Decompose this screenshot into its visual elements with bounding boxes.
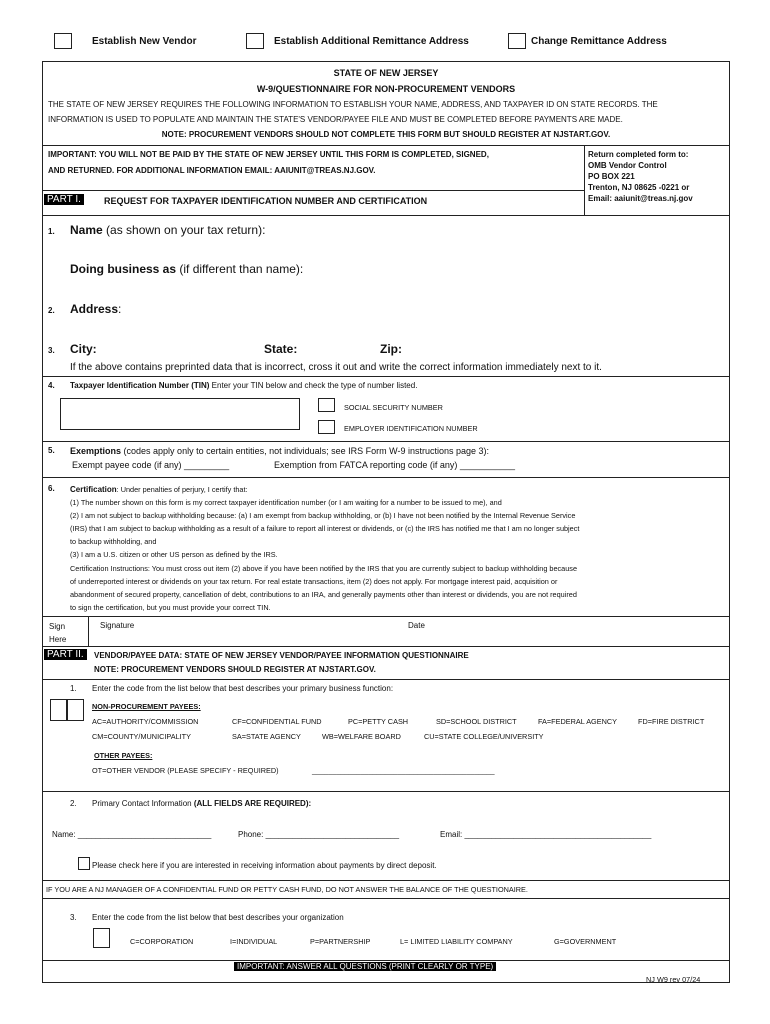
tin-input[interactable] <box>60 398 300 430</box>
code-ac: AC=AUTHORITY/COMMISSION <box>92 717 199 726</box>
code-cm: CM=COUNTY/MUNICIPALITY <box>92 732 191 741</box>
cert-line-1: (1) The number shown on this form is my correct taxpayer identification number (or I am waiting for a number to be issued to me), and <box>70 498 502 508</box>
organization-code-input[interactable] <box>93 928 110 948</box>
p2q2-num: 2. <box>70 799 77 808</box>
part2-tag: PART II. <box>44 649 87 660</box>
org-code-i: I=INDIVIDUAL <box>230 937 278 946</box>
contact-email-field[interactable]: Email: __________________________________________ <box>440 830 652 839</box>
org-code-g: G=GOVERNMENT <box>554 937 617 946</box>
header-intro-1: THE STATE OF NEW JERSEY REQUIRES THE FOLLOWING INFORMATION TO ESTABLISH YOUR NAME, ADDRESS, AND TAXPAYER ID ON STATE RECORDS. THE <box>48 100 658 109</box>
q2-address-colon: : <box>118 302 122 316</box>
cert-line-9: to sign the certification, but you must provide your correct TIN. <box>70 602 271 612</box>
fatca-field[interactable]: Exemption from FATCA reporting code (if any) ___________ <box>274 460 515 470</box>
ssn-label: SOCIAL SECURITY NUMBER <box>344 403 443 412</box>
ssn-checkbox[interactable] <box>318 398 335 412</box>
q2-address-row <box>70 302 121 316</box>
q1-dba-row <box>70 262 303 276</box>
contact-phone-field[interactable]: Phone: ______________________________ <box>238 830 400 839</box>
org-code-p: P=PARTNERSHIP <box>310 937 371 946</box>
cert-line-2: (2) I am not subject to backup withholding because: (a) I am exempt from backup withholding, or (b) I have not been notified by the Internal Revenue Service <box>70 511 576 521</box>
header-state: STATE OF NEW JERSEY <box>333 68 439 78</box>
code-cu: CU=STATE COLLEGE/UNIVERSITY <box>424 732 544 741</box>
other-payees-heading: OTHER PAYEES: <box>94 751 153 760</box>
establish-vendor-label: Establish New Vendor <box>92 36 197 47</box>
q3-note: If the above contains preprinted data that is incorrect, cross it out and write the correct information immediately next to it. <box>70 362 602 373</box>
q3-state-label: State: <box>264 342 298 356</box>
return-line-5: Email: aaiunit@treas.nj.gov <box>588 194 693 203</box>
return-line-4: Trenton, NJ 08625 -0221 or <box>588 183 690 192</box>
org-code-c: C=CORPORATION <box>130 937 194 946</box>
q4-heading <box>70 381 417 390</box>
q1-num: 1. <box>48 227 55 236</box>
q3-zip-label: Zip: <box>380 342 402 356</box>
code-fd: FD=FIRE DISTRICT <box>638 717 705 726</box>
p2q2-req: (ALL FIELDS ARE REQUIRED): <box>193 799 312 808</box>
direct-deposit-label: Please check here if you are interested in receiving information about payments by direct deposit. <box>92 861 437 870</box>
date-field[interactable]: Date <box>408 621 425 630</box>
q4-label: Taxpayer Identification Number (TIN) <box>70 381 210 390</box>
part2-note: NOTE: PROCUREMENT VENDORS SHOULD REGISTER AT NJSTART.GOV. <box>94 665 376 674</box>
q5-heading <box>70 446 489 456</box>
change-remittance-label: Change Remittance Address <box>531 36 667 47</box>
change-remittance-checkbox[interactable] <box>508 33 526 49</box>
q3-num: 3. <box>48 346 55 355</box>
additional-remittance-label: Establish Additional Remittance Address <box>274 36 469 47</box>
q5-label: Exemptions <box>70 446 122 456</box>
footer-important: IMPORTANT: ANSWER ALL QUESTIONS (PRINT CLEARLY OR TYPE) <box>234 962 496 971</box>
business-code-input[interactable] <box>50 699 84 721</box>
header-intro-2: INFORMATION IS USED TO POPULATE AND MAINTAIN THE STATE'S VENDOR/PAYEE FILE AND MUST BE COMPLETED BEFORE PAYMENTS ARE MADE. <box>48 115 623 124</box>
cert-line-3: (IRS) that I am subject to backup withholding as a result of a failure to report all interest or dividends, or (c) the IRS has notified me that I am no longer subject <box>70 524 580 534</box>
q6-intro: : Under penalties of perjury, I certify that: <box>116 485 248 494</box>
q6-label: Certification <box>70 485 117 494</box>
establish-vendor-checkbox[interactable] <box>54 33 72 49</box>
ein-checkbox[interactable] <box>318 420 335 434</box>
exempt-payee-field[interactable]: Exempt payee code (if any) _________ <box>72 460 230 470</box>
q4-num: 4. <box>48 381 55 390</box>
contact-name-field[interactable]: Name: ______________________________ <box>52 830 212 839</box>
q1-dba-note: (if different than name): <box>179 262 304 276</box>
q3-city-label: City: <box>70 342 97 356</box>
p2q2-heading <box>92 799 311 808</box>
return-line-1: Return completed form to: <box>588 150 689 159</box>
ein-label: EMPLOYER IDENTIFICATION NUMBER <box>344 424 478 433</box>
part1-title: REQUEST FOR TAXPAYER IDENTIFICATION NUMBER AND CERTIFICATION <box>104 196 428 206</box>
p2q1-num: 1. <box>70 684 77 693</box>
important-line-2: AND RETURNED. FOR ADDITIONAL INFORMATION EMAIL: AAIUNIT@TREAS.NJ.GOV. <box>48 166 376 175</box>
important-line-1: IMPORTANT: YOU WILL NOT BE PAID BY THE STATE OF NEW JERSEY UNTIL THIS FORM IS COMPLETED, SIGNED, <box>48 150 489 159</box>
q6-num: 6. <box>48 484 55 493</box>
return-line-2: OMB Vendor Control <box>588 161 667 170</box>
q4-text: Enter your TIN below and check the type of number listed. <box>211 381 418 390</box>
p2q1-text: Enter the code from the list below that best describes your primary business function: <box>92 684 394 693</box>
code-fa: FA=FEDERAL AGENCY <box>538 717 618 726</box>
signature-field[interactable]: Signature <box>100 621 135 630</box>
cert-line-7: of underreported interest or dividends on your tax return. For real estate transactions, item (2) does not apply. For mortgage interest paid, acquisition or <box>70 576 558 586</box>
q2-num: 2. <box>48 306 55 315</box>
cert-line-8: abandonment of secured property, cancellation of debt, contributions to an IRA, and generally payments other than interest or dividends, you are not required <box>70 589 577 599</box>
q1-name-label: Name <box>70 223 103 237</box>
q2-address-label: Address <box>70 302 119 316</box>
nj-manager-note: IF YOU ARE A NJ MANAGER OF A CONFIDENTIAL FUND OR PETTY CASH FUND, DO NOT ANSWER THE BALANCE OF THE QUESTIONAIRE. <box>46 885 528 894</box>
cert-line-5: (3) I am a U.S. citizen or other US person as defined by the IRS. <box>70 550 278 560</box>
code-pc: PC=PETTY CASH <box>348 717 409 726</box>
additional-remittance-checkbox[interactable] <box>246 33 264 49</box>
return-box <box>588 149 693 204</box>
return-line-3: PO BOX 221 <box>588 172 635 181</box>
q5-num: 5. <box>48 446 55 455</box>
direct-deposit-checkbox[interactable] <box>78 857 90 870</box>
nonproc-heading: NON-PROCUREMENT PAYEES: <box>92 702 201 711</box>
p2q3-text: Enter the code from the list below that best describes your organization <box>92 913 344 922</box>
other-vendor-label: OT=OTHER VENDOR (PLEASE SPECIFY - REQUIRED) <box>92 766 279 775</box>
q1-dba-label: Doing business as <box>70 262 177 276</box>
code-wb: WB=WELFARE BOARD <box>322 732 401 741</box>
q1-name-note: (as shown on your tax return): <box>106 223 266 237</box>
cert-line-4: to backup withholding, and <box>70 537 157 547</box>
q5-text: (codes apply only to certain entities, not individuals; see IRS Form W-9 instructions page 3): <box>123 446 490 456</box>
org-code-l: L= LIMITED LIABILITY COMPANY <box>400 937 513 946</box>
form-revision: NJ W9 rev 07/24 <box>646 975 701 984</box>
header-title: W-9/QUESTIONNAIRE FOR NON-PROCUREMENT VENDORS <box>256 84 516 94</box>
q1-name-row <box>70 223 265 237</box>
code-cf: CF=CONFIDENTIAL FUND <box>232 717 322 726</box>
certification-text <box>70 483 579 614</box>
code-sa: SA=STATE AGENCY <box>232 732 301 741</box>
sign-here-label: Sign Here <box>49 622 67 644</box>
p2q2-text: Primary Contact Information <box>92 799 192 808</box>
cert-line-6: Certification Instructions: You must cross out item (2) above if you have been notified by the IRS that you are currently subject to backup withholding because <box>70 563 578 573</box>
part2-title: VENDOR/PAYEE DATA: STATE OF NEW JERSEY VENDOR/PAYEE INFORMATION QUESTIONNAIRE <box>94 651 469 660</box>
code-sd: SD=SCHOOL DISTRICT <box>436 717 517 726</box>
p2q3-num: 3. <box>70 913 77 922</box>
part1-tag: PART I. <box>44 194 84 205</box>
other-vendor-specify[interactable]: _____________________________________________ <box>312 766 495 775</box>
header-note: NOTE: PROCUREMENT VENDORS SHOULD NOT COMPLETE THIS FORM BUT SHOULD REGISTER AT NJSTART.GOV. <box>161 130 611 139</box>
